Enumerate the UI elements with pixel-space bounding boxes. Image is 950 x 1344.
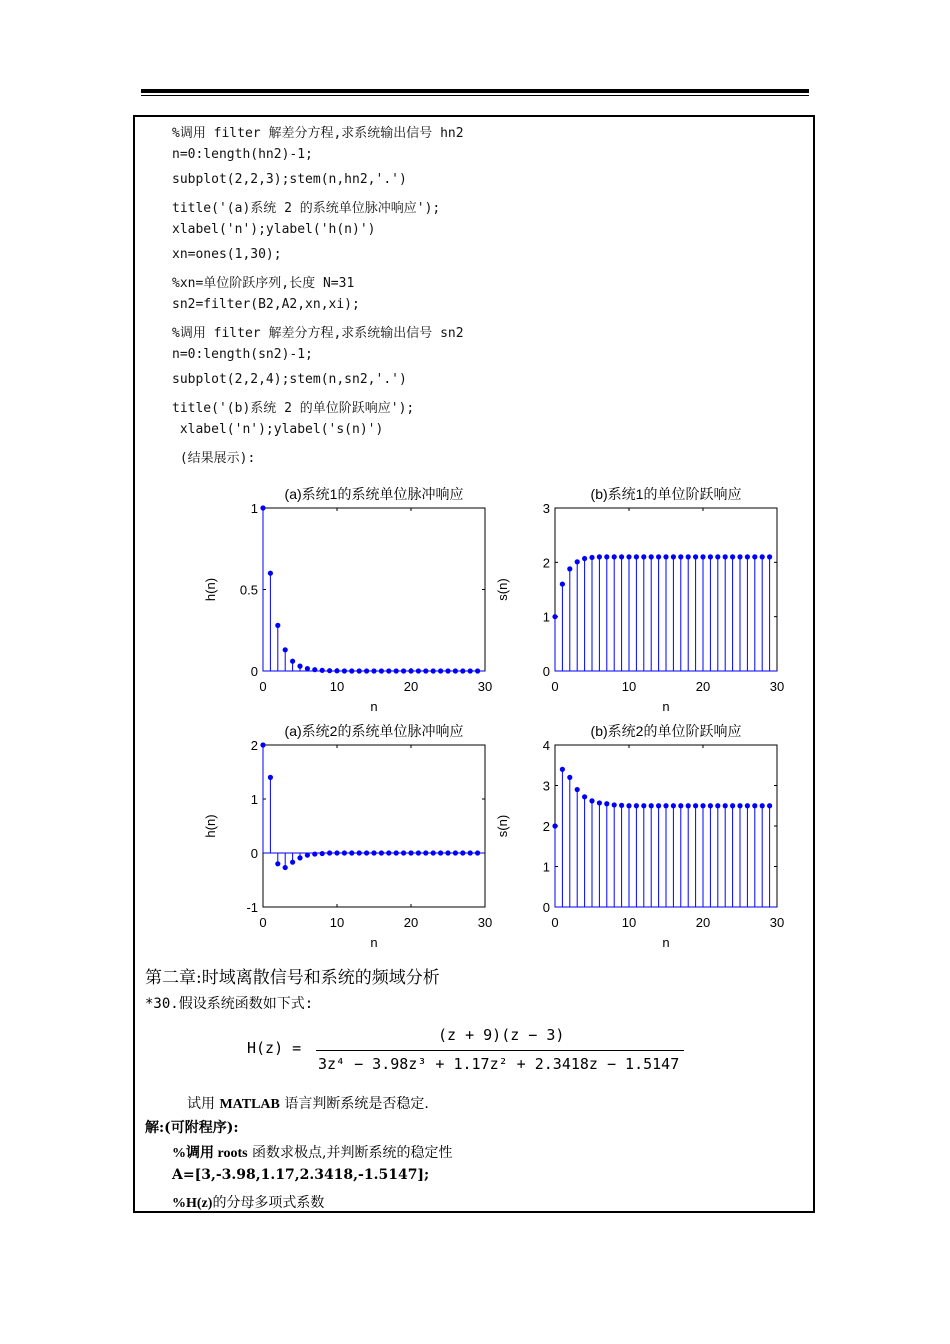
stem-point bbox=[597, 554, 602, 559]
fraction-bar bbox=[316, 1050, 684, 1051]
answer-l3-b: 的分母多项式系数 bbox=[212, 1195, 325, 1211]
stem-point bbox=[408, 850, 413, 855]
stem-point bbox=[445, 850, 450, 855]
stem-point bbox=[752, 803, 757, 808]
y-tick-label: 3 bbox=[542, 778, 550, 794]
stem-point bbox=[752, 554, 757, 559]
stem-point bbox=[468, 668, 473, 673]
y-tick-label: 1 bbox=[542, 859, 550, 875]
stem-point bbox=[379, 668, 384, 673]
stem-point bbox=[715, 554, 720, 559]
chapter-title: 第二章:时域离散信号和系统的频域分析 bbox=[145, 968, 440, 988]
stem-point bbox=[575, 559, 580, 564]
stem-point bbox=[626, 554, 631, 559]
stem-point bbox=[394, 668, 399, 673]
x-tick-label: 0 bbox=[259, 915, 267, 930]
stem-point bbox=[634, 554, 639, 559]
stem-point bbox=[626, 803, 631, 808]
answer-line-2: A=[3,-3.98,1.17,2.3418,-1.5147]; bbox=[172, 1167, 430, 1183]
plot-axes-box bbox=[263, 508, 485, 671]
stem-point bbox=[641, 554, 646, 559]
stem-point bbox=[334, 668, 339, 673]
stem-point bbox=[349, 668, 354, 673]
stem-point bbox=[394, 850, 399, 855]
stem-point bbox=[708, 554, 713, 559]
stem-point bbox=[379, 850, 384, 855]
stem-point bbox=[589, 798, 594, 803]
stem-point bbox=[767, 554, 772, 559]
formula-denominator: 3z⁴ − 3.98z³ + 1.17z² + 2.3418z − 1.5147 bbox=[318, 1055, 680, 1073]
stem-point bbox=[612, 802, 617, 807]
code-line: xlabel('n');ylabel('h(n)') bbox=[172, 222, 376, 237]
code-line: (结果展示): bbox=[172, 451, 256, 466]
stem-point bbox=[693, 554, 698, 559]
stem-point bbox=[357, 668, 362, 673]
y-axis-label: s(n) bbox=[495, 814, 510, 838]
formula-numerator: (z + 9)(z − 3) bbox=[438, 1026, 565, 1044]
code-line: n=0:length(sn2)-1; bbox=[172, 347, 313, 362]
stem-point bbox=[589, 555, 594, 560]
stem-point bbox=[619, 803, 624, 808]
y-tick-label: 0.5 bbox=[239, 582, 258, 598]
plot-title: (b)系统2的单位阶跃响应 bbox=[590, 723, 742, 739]
stem-point bbox=[438, 850, 443, 855]
code-line: %调用 filter 解差分方程,求系统输出信号 hn2 bbox=[172, 126, 464, 141]
x-axis-label: n bbox=[370, 699, 378, 714]
formula-lhs: H(z) = bbox=[247, 1039, 302, 1057]
stem-point bbox=[453, 850, 458, 855]
code-line: subplot(2,2,3);stem(n,hn2,'.') bbox=[172, 172, 407, 187]
stem-point bbox=[342, 850, 347, 855]
stem-point bbox=[597, 800, 602, 805]
stem-point bbox=[386, 850, 391, 855]
stem-point bbox=[283, 647, 288, 652]
stem-point bbox=[334, 850, 339, 855]
stem-point bbox=[560, 581, 565, 586]
x-axis-label: n bbox=[662, 699, 670, 714]
stem-point bbox=[767, 803, 772, 808]
stem-point bbox=[416, 668, 421, 673]
stem-point bbox=[582, 556, 587, 561]
plot-title: (b)系统1的单位阶跃响应 bbox=[590, 486, 742, 502]
stem-point bbox=[260, 742, 265, 747]
stem-point bbox=[730, 554, 735, 559]
y-tick-label: 0 bbox=[542, 900, 550, 915]
stem-point bbox=[431, 668, 436, 673]
stem-point bbox=[649, 554, 654, 559]
stem-point bbox=[305, 853, 310, 858]
stem-point bbox=[275, 623, 280, 628]
stem-point bbox=[320, 851, 325, 856]
y-tick-label: 0 bbox=[542, 664, 550, 679]
code-line: title('(b)系统 2 的单位阶跃响应'); bbox=[172, 401, 415, 416]
stem-point bbox=[438, 668, 443, 673]
stem-point bbox=[671, 554, 676, 559]
y-tick-label: 1 bbox=[250, 792, 258, 807]
instruction-pre: 试用 bbox=[187, 1096, 220, 1112]
stem-point bbox=[723, 554, 728, 559]
y-tick-label: 2 bbox=[542, 555, 550, 571]
stem-point bbox=[460, 668, 465, 673]
answer-line-3 bbox=[172, 1192, 324, 1212]
stem-point bbox=[663, 803, 668, 808]
stem-point bbox=[423, 668, 428, 673]
stem-point bbox=[342, 668, 347, 673]
stem-point bbox=[552, 614, 557, 619]
stem-point bbox=[678, 554, 683, 559]
stem-point bbox=[730, 803, 735, 808]
x-axis-label: n bbox=[662, 935, 670, 950]
stem-point bbox=[386, 668, 391, 673]
plot-title: (a)系统2的系统单位脉冲响应 bbox=[284, 723, 464, 739]
y-tick-label: 1 bbox=[542, 609, 550, 625]
stem-point bbox=[663, 554, 668, 559]
y-tick-label: 1 bbox=[250, 501, 258, 516]
x-tick-label: 20 bbox=[403, 679, 419, 694]
answer-label: 解:(可附程序): bbox=[145, 1120, 239, 1136]
stem-point bbox=[619, 554, 624, 559]
stem-point bbox=[423, 850, 428, 855]
stem-point bbox=[371, 668, 376, 673]
y-tick-label: 2 bbox=[542, 819, 550, 834]
stem-point bbox=[560, 767, 565, 772]
stem-point bbox=[268, 571, 273, 576]
stem-point bbox=[364, 850, 369, 855]
plot-title: (a)系统1的系统单位脉冲响应 bbox=[284, 486, 464, 502]
instruction-text bbox=[187, 1093, 429, 1113]
stem-point bbox=[475, 850, 480, 855]
y-tick-label: 0 bbox=[250, 664, 258, 679]
stem-point bbox=[678, 803, 683, 808]
stem-point bbox=[582, 794, 587, 799]
code-line: xlabel('n');ylabel('s(n)') bbox=[172, 422, 384, 437]
stem-point bbox=[552, 823, 557, 828]
stem-point bbox=[371, 850, 376, 855]
x-tick-label: 10 bbox=[329, 679, 345, 694]
y-tick-label: 0 bbox=[250, 846, 258, 861]
x-tick-label: 30 bbox=[477, 679, 493, 694]
stem-point bbox=[349, 850, 354, 855]
stem-point bbox=[431, 850, 436, 855]
stem-point bbox=[416, 850, 421, 855]
x-tick-label: 30 bbox=[769, 679, 785, 694]
y-axis-label: h(n) bbox=[203, 814, 218, 838]
stem-point bbox=[283, 865, 288, 870]
x-tick-label: 10 bbox=[621, 679, 637, 694]
stem-point bbox=[745, 803, 750, 808]
x-tick-label: 30 bbox=[769, 915, 785, 930]
code-line: %调用 filter 解差分方程,求系统输出信号 sn2 bbox=[172, 326, 464, 341]
question-text: *30.假设系统函数如下式: bbox=[145, 996, 314, 1012]
y-tick-label: 4 bbox=[542, 738, 550, 753]
y-axis-label: h(n) bbox=[203, 577, 218, 602]
stem-point bbox=[305, 666, 310, 671]
y-tick-label: 2 bbox=[250, 738, 258, 753]
stem-point bbox=[686, 803, 691, 808]
stem-point bbox=[290, 659, 295, 664]
instruction-post: 语言判断系统是否稳定. bbox=[279, 1096, 429, 1112]
stem-point bbox=[567, 775, 572, 780]
stem-point bbox=[460, 850, 465, 855]
stem-point bbox=[760, 554, 765, 559]
answer-l1-a: %调用 bbox=[172, 1146, 218, 1161]
stem-point bbox=[401, 668, 406, 673]
stem-point bbox=[686, 554, 691, 559]
stem-point bbox=[475, 668, 480, 673]
stem-point bbox=[468, 850, 473, 855]
y-tick-label: -1 bbox=[246, 900, 258, 915]
answer-line-1 bbox=[172, 1142, 452, 1162]
x-tick-label: 20 bbox=[695, 679, 711, 694]
stem-point bbox=[312, 851, 317, 856]
stem-point bbox=[275, 861, 280, 866]
code-line: subplot(2,2,4);stem(n,sn2,'.') bbox=[172, 372, 407, 387]
stem-point bbox=[745, 554, 750, 559]
x-tick-label: 20 bbox=[695, 915, 711, 930]
stem-point bbox=[634, 803, 639, 808]
code-line: %xn=单位阶跃序列,长度 N=31 bbox=[172, 276, 355, 291]
x-tick-label: 0 bbox=[259, 679, 267, 694]
x-tick-label: 10 bbox=[329, 915, 345, 930]
answer-l1-b: roots bbox=[217, 1146, 248, 1161]
stem-point bbox=[327, 668, 332, 673]
stem-point bbox=[723, 803, 728, 808]
x-tick-label: 30 bbox=[477, 915, 493, 930]
stem-point bbox=[656, 554, 661, 559]
stem-point bbox=[297, 855, 302, 860]
stem-point bbox=[268, 775, 273, 780]
stem-point bbox=[445, 668, 450, 673]
stem-point bbox=[737, 803, 742, 808]
stem-point bbox=[760, 803, 765, 808]
x-tick-label: 0 bbox=[551, 915, 559, 930]
stem-point bbox=[327, 850, 332, 855]
answer-l1-c: 函数求极点,并判断系统的稳定性 bbox=[247, 1145, 453, 1161]
stem-point bbox=[715, 803, 720, 808]
x-tick-label: 10 bbox=[621, 915, 637, 930]
x-tick-label: 0 bbox=[551, 679, 559, 694]
x-axis-label: n bbox=[370, 935, 378, 950]
stem-point bbox=[312, 667, 317, 672]
x-tick-label: 20 bbox=[403, 915, 419, 930]
stem-point bbox=[700, 803, 705, 808]
stem-point bbox=[612, 554, 617, 559]
stem-point bbox=[641, 803, 646, 808]
stem-point bbox=[357, 850, 362, 855]
stem-point bbox=[649, 803, 654, 808]
plot-axes-box bbox=[263, 745, 485, 907]
stem-point bbox=[700, 554, 705, 559]
code-line: sn2=filter(B2,A2,xn,xi); bbox=[172, 297, 360, 312]
stem-point bbox=[604, 801, 609, 806]
stem-point bbox=[408, 668, 413, 673]
stem-point bbox=[453, 668, 458, 673]
stem-point bbox=[320, 668, 325, 673]
code-line: title('(a)系统 2 的系统单位脉冲响应'); bbox=[172, 201, 441, 216]
stem-point bbox=[567, 566, 572, 571]
stem-point bbox=[737, 554, 742, 559]
stem-point bbox=[290, 860, 295, 865]
stem-point bbox=[708, 803, 713, 808]
y-axis-label: s(n) bbox=[495, 578, 510, 601]
stem-point bbox=[364, 668, 369, 673]
instruction-bold: MATLAB bbox=[219, 1097, 280, 1112]
stem-point bbox=[575, 787, 580, 792]
stem-point bbox=[297, 664, 302, 669]
stem-point bbox=[671, 803, 676, 808]
code-line: xn=ones(1,30); bbox=[172, 247, 282, 262]
stem-point bbox=[401, 850, 406, 855]
y-tick-label: 3 bbox=[542, 501, 550, 516]
stem-point bbox=[260, 505, 265, 510]
stem-point bbox=[656, 803, 661, 808]
code-line: n=0:length(hn2)-1; bbox=[172, 147, 313, 162]
stem-point bbox=[604, 554, 609, 559]
answer-l3-a: %H(z) bbox=[172, 1196, 213, 1211]
stem-point bbox=[693, 803, 698, 808]
